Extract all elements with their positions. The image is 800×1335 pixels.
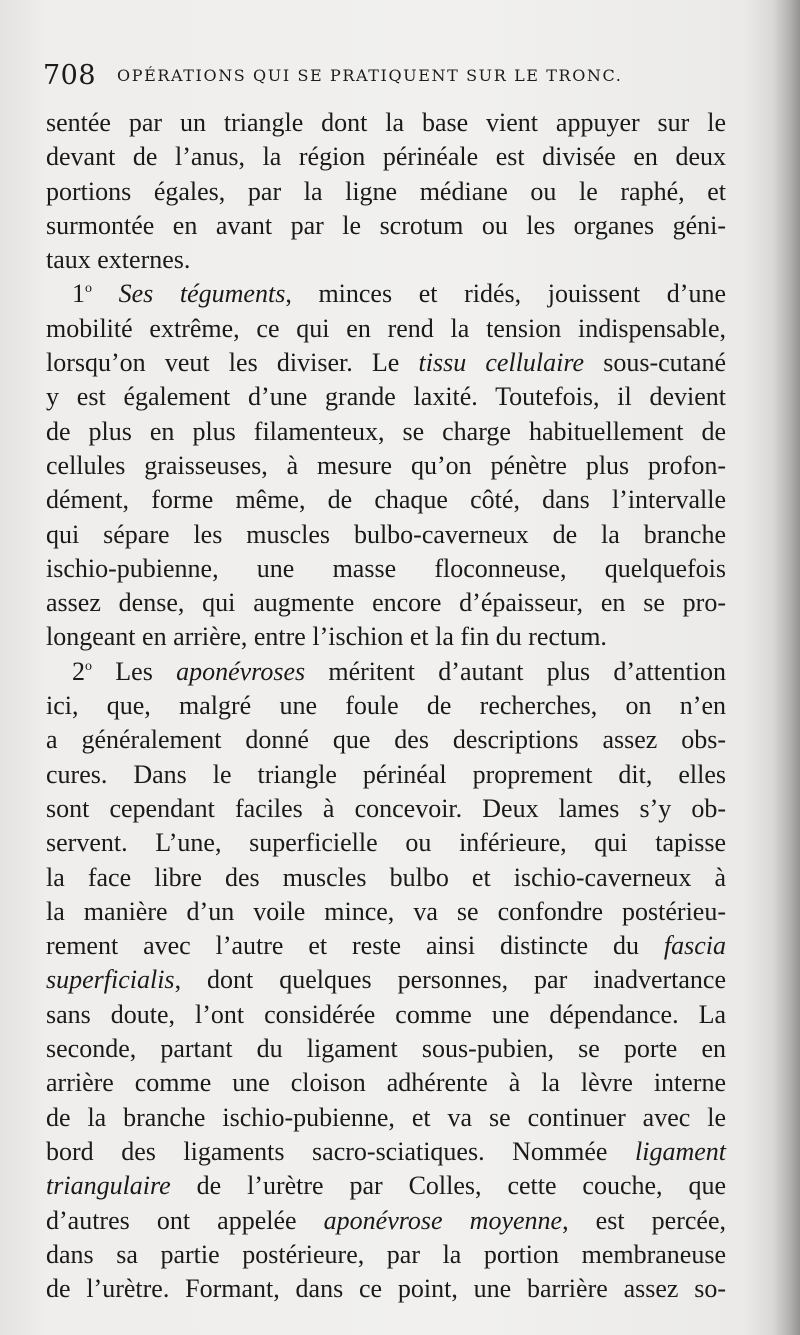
page-header xyxy=(43,60,743,94)
text-line xyxy=(46,175,726,209)
running-head: OPÉRATIONS QUI SE PRATIQUENT SUR LE TRONC. xyxy=(117,66,623,85)
text-line xyxy=(46,723,726,757)
italic-term: aponévroses xyxy=(176,656,306,686)
text-run: bord des ligaments sacro-sciatiques. Nommée xyxy=(46,1136,635,1166)
text-line xyxy=(46,929,726,963)
text-run: , dont quelques personnes, par inadvertance xyxy=(174,965,726,995)
text-run: servent. L’une, superficielle ou inférieure, qui tapisse xyxy=(46,828,726,858)
text-run: la face libre des muscles bulbo et ischio-caverneux à xyxy=(46,862,726,892)
text-line xyxy=(46,586,726,620)
text-line xyxy=(46,1066,726,1100)
text-line xyxy=(46,1204,726,1238)
text-line xyxy=(46,689,726,723)
italic-term: tissu cellulaire xyxy=(418,348,585,378)
text-line xyxy=(46,1135,726,1169)
text-run: la manière d’un voile mince, va se confondre postérieu- xyxy=(46,896,726,926)
page-number: 708 xyxy=(43,60,97,91)
italic-term: ligament xyxy=(635,1136,726,1166)
text-run: qui sépare les muscles bulbo-caverneux de la branche xyxy=(46,519,726,549)
italic-term: superficialis xyxy=(46,965,175,995)
text-run: a généralement donné que des descriptions assez obs- xyxy=(46,725,726,755)
text-run: longeant en arrière, entre l’ischion et la fin du rectum. xyxy=(46,622,607,652)
text-line xyxy=(46,209,726,243)
text-run: dans sa partie postérieure, par la portion membraneuse xyxy=(46,1239,726,1269)
text-run: 1 xyxy=(72,279,85,309)
text-line xyxy=(46,449,726,483)
text-run: y est également d’une grande laxité. Toutefois, il devient xyxy=(46,382,726,412)
text-line xyxy=(46,963,726,997)
text-line xyxy=(46,1101,726,1135)
text-run: assez dense, qui augmente encore d’épaisseur, en se pro- xyxy=(46,588,726,618)
text-line xyxy=(46,620,726,654)
text-line xyxy=(46,826,726,860)
text-line xyxy=(46,758,726,792)
text-run: rement avec l’autre et reste ainsi distincte du xyxy=(46,931,664,961)
text-line xyxy=(46,1272,726,1306)
text-run: sentée par un triangle dont la base vient appuyer sur le xyxy=(46,108,726,137)
text-run: Les xyxy=(92,656,177,686)
text-run: cures. Dans le triangle périnéal proprement dit, elles xyxy=(46,759,726,789)
text-line xyxy=(46,518,726,552)
body-text xyxy=(46,106,726,1306)
text-line xyxy=(46,106,726,140)
text-line xyxy=(46,552,726,586)
text-run: arrière comme une cloison adhérente à la lèvre interne xyxy=(46,1068,726,1098)
text-line xyxy=(46,1032,726,1066)
text-run: dément, forme même, de chaque côté, dans l’intervalle xyxy=(46,485,726,515)
text-run: mobilité extrême, ce qui en rend la tension indispensable, xyxy=(46,313,726,343)
text-line xyxy=(46,312,726,346)
text-line xyxy=(46,415,726,449)
text-run: de l’urètre par Colles, cette couche, que xyxy=(170,1171,726,1201)
ordinal-suffix: o xyxy=(85,658,92,674)
text-run: de l’urètre. Formant, dans ce point, une barrière assez so- xyxy=(46,1274,726,1304)
text-line xyxy=(46,277,726,311)
text-run: 2 xyxy=(72,656,85,686)
text-line xyxy=(46,655,726,689)
text-run: , minces et ridés, jouissent d’une xyxy=(285,279,726,309)
text-run: devant de l’anus, la région périnéale est divisée en deux xyxy=(46,142,726,172)
text-line xyxy=(46,380,726,414)
text-run: lorsqu’on veut les diviser. Le xyxy=(46,348,419,378)
page-edge-shadow xyxy=(772,0,800,1335)
text-run: seconde, partant du ligament sous-pubien, se porte en xyxy=(46,1034,726,1064)
text-run: , est percée, xyxy=(562,1205,726,1235)
text-run: taux externes. xyxy=(46,245,191,275)
text-line xyxy=(46,243,726,277)
text-line xyxy=(46,140,726,174)
text-run: d’autres ont appelée xyxy=(46,1205,324,1235)
text-line xyxy=(46,861,726,895)
text-line xyxy=(46,1169,726,1203)
ordinal-suffix: o xyxy=(85,281,92,297)
text-run: ici, que, malgré une foule de recherches, on n’en xyxy=(46,691,726,721)
text-run: de la branche ischio-pubienne, et va se continuer avec le xyxy=(46,1102,726,1132)
text-line xyxy=(46,792,726,826)
text-run: surmontée en avant par le scrotum ou les organes géni- xyxy=(46,210,726,240)
text-run: sont cependant faciles à concevoir. Deux lames s’y ob- xyxy=(46,793,726,823)
text-line xyxy=(46,483,726,517)
text-run: cellules graisseuses, à mesure qu’on pénètre plus profon- xyxy=(46,450,726,480)
text-run: ischio-pubienne, une masse floconneuse, quelquefois xyxy=(46,553,726,583)
text-run: de plus en plus filamenteux, se charge habituellement de xyxy=(46,416,726,446)
text-line xyxy=(46,1238,726,1272)
text-line xyxy=(46,998,726,1032)
text-run: méritent d’autant plus d’attention xyxy=(305,656,726,686)
text-run: sans doute, l’ont considérée comme une dépendance. La xyxy=(46,999,726,1029)
text-line xyxy=(46,895,726,929)
italic-term: fascia xyxy=(663,931,726,961)
italic-term: aponévrose moyenne xyxy=(323,1205,563,1235)
text-run xyxy=(92,279,119,308)
italic-term: triangulaire xyxy=(46,1171,171,1201)
text-line xyxy=(46,346,726,380)
italic-term: Ses téguments xyxy=(118,279,286,309)
text-run: portions égales, par la ligne médiane ou le raphé, et xyxy=(46,176,726,206)
text-run: sous-cutané xyxy=(584,348,726,378)
